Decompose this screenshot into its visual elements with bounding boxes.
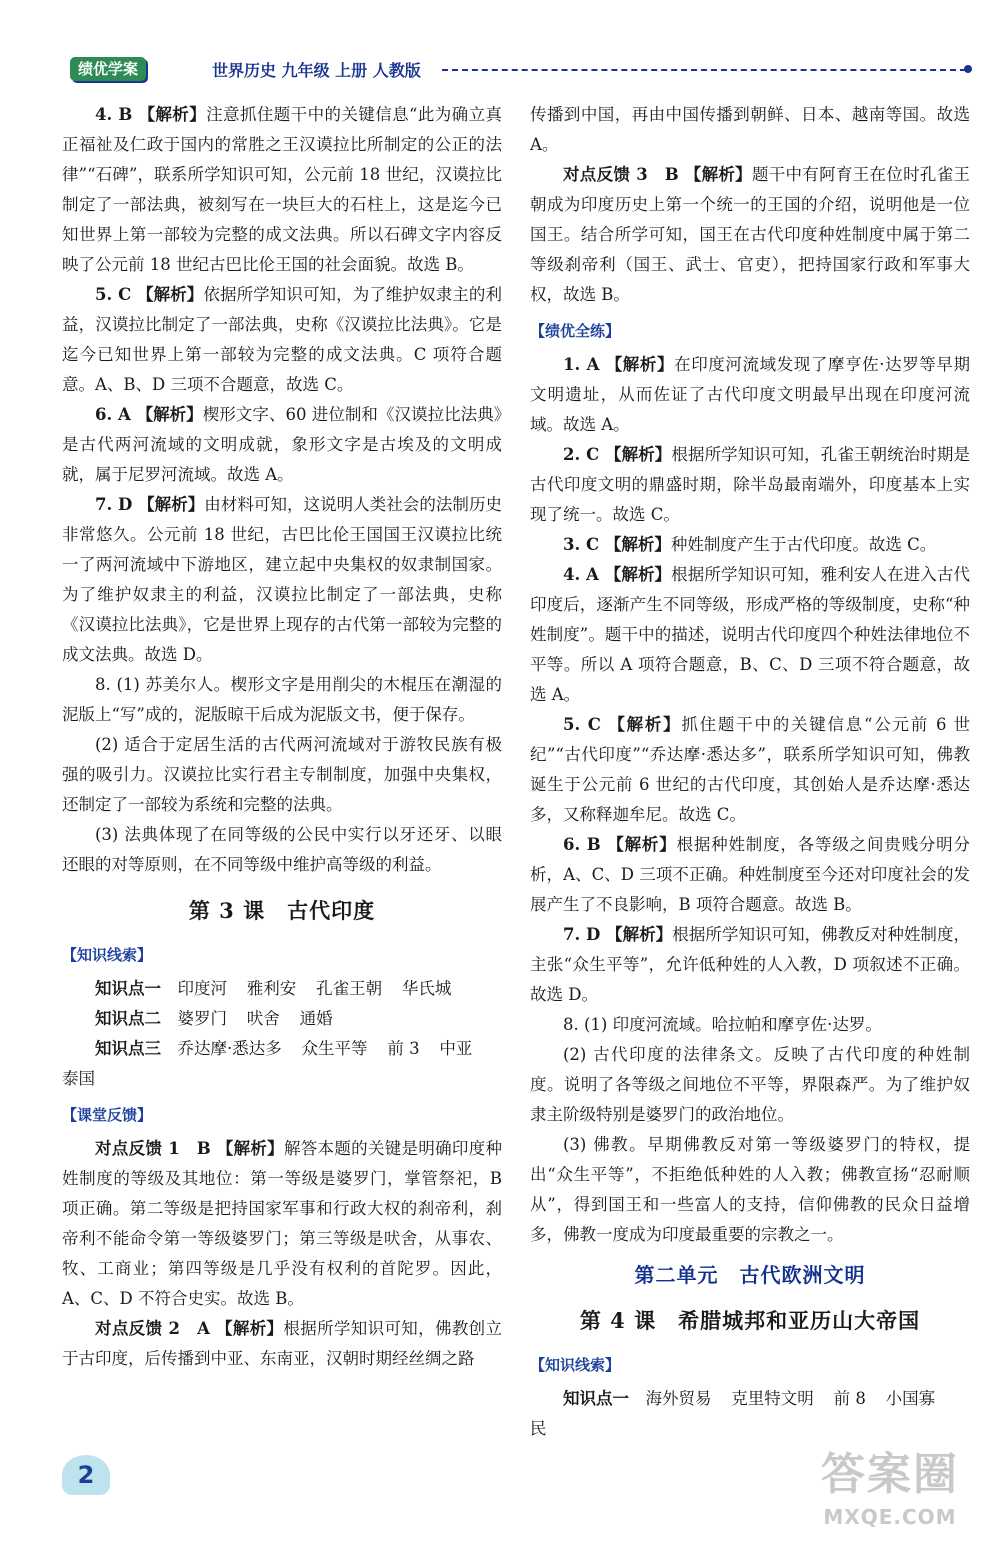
answer-8-part-3: (3) 法典体现了在同等级的公民中实行以牙还牙、以眼还眼的对等原则，在不同等级中维护高等级的利益。 (62, 825, 502, 874)
knowledge-point-2 (62, 1004, 502, 1034)
feedback-3-tag: 对点反馈 3 B 【解析】 (563, 165, 752, 184)
knowledge-point-1 (62, 974, 502, 1004)
kp-item: 中亚 (439, 1039, 473, 1058)
practice-6 (530, 830, 970, 920)
lesson-4-title: 第 4 课 希腊城邦和亚历山大帝国 (579, 1308, 921, 1333)
practice-4-text: 根据所学知识可知，雅利安人在进入古代印度后，逐渐产生不同等级，形成严格的等级制度，史称“种姓制度”。题干中的描述，说明古代印度四个种姓法律地位不平等。所以 A 项符合题意，B、C、D 三项不符合题意，故选 A。 (530, 565, 970, 704)
kp-label: 知识点一 (563, 1389, 629, 1408)
answer-5 (62, 280, 502, 400)
kp-item: 乔达摩·悉达多 (177, 1039, 282, 1058)
practice-3-tag: 3. C 【解析】 (563, 535, 671, 554)
practice-5-text: 抓住题干中的关键信息“公元前 6 世纪”“古代印度”“乔达摩·悉达多”，联系所学知识可知，佛教诞生于公元前 6 世纪的古代印度，其创始人是乔达摩·悉达多，又称释迦牟尼。故选 C。 (530, 715, 970, 824)
answer-4-tag: 4. B 【解析】 (95, 105, 207, 124)
practice-5-tag: 5. C 【解析】 (563, 715, 682, 734)
answer-6-text: 楔形文字、60 进位制和《汉谟拉比法典》是古代两河流域的文明成就，象形文字是古埃及的文明成就，属于尼罗河流域。故选 A。 (62, 405, 502, 484)
practice-7 (530, 920, 970, 1010)
page-header (62, 55, 972, 87)
practice-8-part-1: 8. (1) 印度河流域。哈拉帕和摩亨佐·达罗。 (563, 1015, 882, 1034)
practice-1-tag: 1. A 【解析】 (563, 355, 675, 374)
watermark (800, 1445, 980, 1545)
kp-label: 知识点一 (95, 979, 161, 998)
practice-7-text: 根据所学知识可知，佛教反对种姓制度，主张“众生平等”，允许低种姓的人入教，D 项叙述不正确。故选 D。 (530, 925, 970, 1004)
kp-item: 小国寡民 (530, 1389, 936, 1438)
practice-label: 【绩优全练】 (530, 322, 621, 340)
feedback-2-cont: 传播到中国，再由中国传播到朝鲜、日本、越南等国。故选 A。 (530, 105, 970, 154)
lesson-3-title: 第 3 课 古代印度 (188, 898, 376, 923)
knowledge-point-3 (62, 1034, 502, 1064)
practice-2 (530, 440, 970, 530)
kp-item: 通婚 (299, 1009, 333, 1028)
right-column (530, 100, 970, 1444)
answer-7 (62, 490, 502, 670)
practice-4 (530, 560, 970, 710)
answer-8-part-1: 8. (1) 苏美尔人。楔形文字是用削尖的木棍压在潮湿的泥版上“写”成的，泥版晾干后成为泥版文书，便于保存。 (62, 675, 502, 724)
kp-item: 孔雀王朝 (316, 979, 383, 998)
answer-8-part-2: (2) 适合于定居生活的古代两河流域对于游牧民族有极强的吸引力。汉谟拉比实行君主专制制度，加强中央集权，还制定了一部较为系统和完整的法典。 (62, 735, 502, 814)
kp-item: 前 8 (833, 1389, 866, 1408)
answer-7-text: 由材料可知，这说明人类社会的法制历史非常悠久。公元前 18 世纪，古巴比伦王国国王汉谟拉比统一了两河流域中下游地区，建立起中央集权的奴隶制国家。为了维护奴隶主的利益，汉谟拉比制定了一部法典，史称《汉谟拉比法典》，它是世界上现存的古代第一部较为完整的成文法典。故选 D。 (62, 495, 502, 664)
answer-5-tag: 5. C 【解析】 (95, 285, 204, 304)
feedback-1-tag: 对点反馈 1 B 【解析】 (95, 1139, 284, 1158)
watermark-site: MXQE.COM (823, 1505, 957, 1529)
knowledge-clues-label: 【知识线索】 (530, 1356, 621, 1374)
kp-item: 前 3 (387, 1039, 420, 1058)
classroom-feedback-label: 【课堂反馈】 (62, 1106, 153, 1124)
practice-6-text: 根据种姓制度，各等级之间贵贱分明分析，A、C、D 三项不正确。种姓制度至今还对印度社会的发展产生了不良影响，B 项符合题意。故选 B。 (530, 835, 970, 914)
feedback-3 (530, 160, 970, 310)
knowledge-point-3-cont: 泰国 (62, 1069, 95, 1088)
practice-2-text: 根据所学知识可知，孔雀王朝统治时期是古代印度文明的鼎盛时期，除半岛最南端外，印度基本上实现了统一。故选 C。 (530, 445, 970, 524)
kp-label: 知识点三 (95, 1039, 161, 1058)
left-column (62, 100, 502, 1374)
unit-2-title: 第二单元 古代欧洲文明 (634, 1263, 866, 1287)
practice-8-part-2: (2) 古代印度的法律条文。反映了古代印度的种姓制度。说明了各等级之间地位不平等，界限森严。为了维护奴隶主阶级特别是婆罗门的政治地位。 (530, 1045, 970, 1124)
kp-item: 雅利安 (246, 979, 297, 998)
header-dashed-rule (442, 69, 966, 71)
practice-3-text: 种姓制度产生于古代印度。故选 C。 (670, 535, 937, 554)
feedback-1 (62, 1134, 502, 1314)
feedback-1-text: 解答本题的关键是明确印度种姓制度的等级及其地位：第一等级是婆罗门，掌管祭祀，B 项正确。第二等级是把持国家军事和行政大权的刹帝利，刹帝利不能命令第一等级婆罗门；第三等级是吠舍，从事农、牧、工商业；第四等级是几乎没有权利的首陀罗。因此，A、C、D 不符合史实。故选 B。 (62, 1139, 503, 1308)
feedback-3-text: 题干中有阿育王在位时孔雀王朝成为印度历史上第一个统一的王国的介绍，说明他是一位国王。结合所学可知，国王在古代印度种姓制度中属于第二等级刹帝利（国王、武士、官吏），把持国家行政和军事大权，故选 B。 (530, 165, 971, 304)
practice-8-part-3: (3) 佛教。早期佛教反对第一等级婆罗门的特权，提出“众生平等”，不拒绝低种姓的人入教；佛教宣扬“忍耐顺从”，得到国王和一些富人的支持，信仰佛教的民众日益增多，佛教一度成为印度最重要的宗教之一。 (530, 1135, 970, 1244)
kp-item: 华氏城 (401, 979, 452, 998)
answer-6-tag: 6. A 【解析】 (95, 405, 203, 424)
header-dot-icon (964, 65, 972, 73)
feedback-2 (62, 1314, 502, 1374)
kp-item: 印度河 (177, 979, 227, 998)
practice-1 (530, 350, 970, 440)
kp-item: 海外贸易 (645, 1389, 712, 1408)
practice-3 (530, 530, 970, 560)
answer-7-tag: 7. D 【解析】 (95, 495, 205, 514)
watermark-logo: 答案圈 (821, 1449, 959, 1500)
answer-4-text: 注意抓住题干中的关键信息“此为确立真正福祉及仁政于国内的常胜之王汉谟拉比所制定的公正的法律”“石碑”，联系所学知识可知，公元前 18 世纪，汉谟拉比制定了一部法典，被刻写在一块巨大的石柱上，这是迄今已知世界上第一部较为完整的成文法典。所以石碑文字内容反映了公元前 18 世纪古巴比伦王国的社会面貌。故选 B。 (62, 105, 503, 274)
practice-6-tag: 6. B 【解析】 (563, 835, 677, 854)
practice-7-tag: 7. D 【解析】 (563, 925, 673, 944)
kp-item: 众生平等 (301, 1039, 368, 1058)
brand-badge: 绩优学案 (70, 57, 146, 81)
kp-item: 吠舍 (246, 1009, 280, 1028)
practice-5 (530, 710, 970, 830)
kp-label: 知识点二 (95, 1009, 161, 1028)
practice-1-text: 在印度河流域发现了摩亨佐·达罗等早期文明遗址，从而佐证了古代印度文明最早出现在印度河流域。故选 A。 (530, 355, 970, 434)
practice-2-tag: 2. C 【解析】 (563, 445, 672, 464)
answer-6 (62, 400, 502, 490)
feedback-2-tag: 对点反馈 2 A 【解析】 (95, 1319, 284, 1338)
knowledge-clues-label: 【知识线索】 (62, 946, 153, 964)
header-title: 世界历史 九年级 上册 人教版 (212, 61, 421, 80)
page-number: 2 (62, 1455, 110, 1495)
practice-4-tag: 4. A 【解析】 (563, 565, 672, 584)
feedback-2-text: 根据所学知识可知，佛教创立于古印度，后传播到中亚、东南亚，汉朝时期经丝绸之路 (62, 1319, 503, 1368)
kp-item: 克里特文明 (731, 1389, 814, 1408)
kp-item: 婆罗门 (177, 1009, 227, 1028)
answer-5-text: 依据所学知识可知，为了维护奴隶主的利益，汉谟拉比制定了一部法典，史称《汉谟拉比法典》。它是迄今已知世界上第一部较为完整的成文法典。C 项符合题意。A、B、D 三项不合题意，故选 C。 (62, 285, 502, 394)
knowledge-point-1 (530, 1384, 970, 1444)
answer-4 (62, 100, 502, 280)
